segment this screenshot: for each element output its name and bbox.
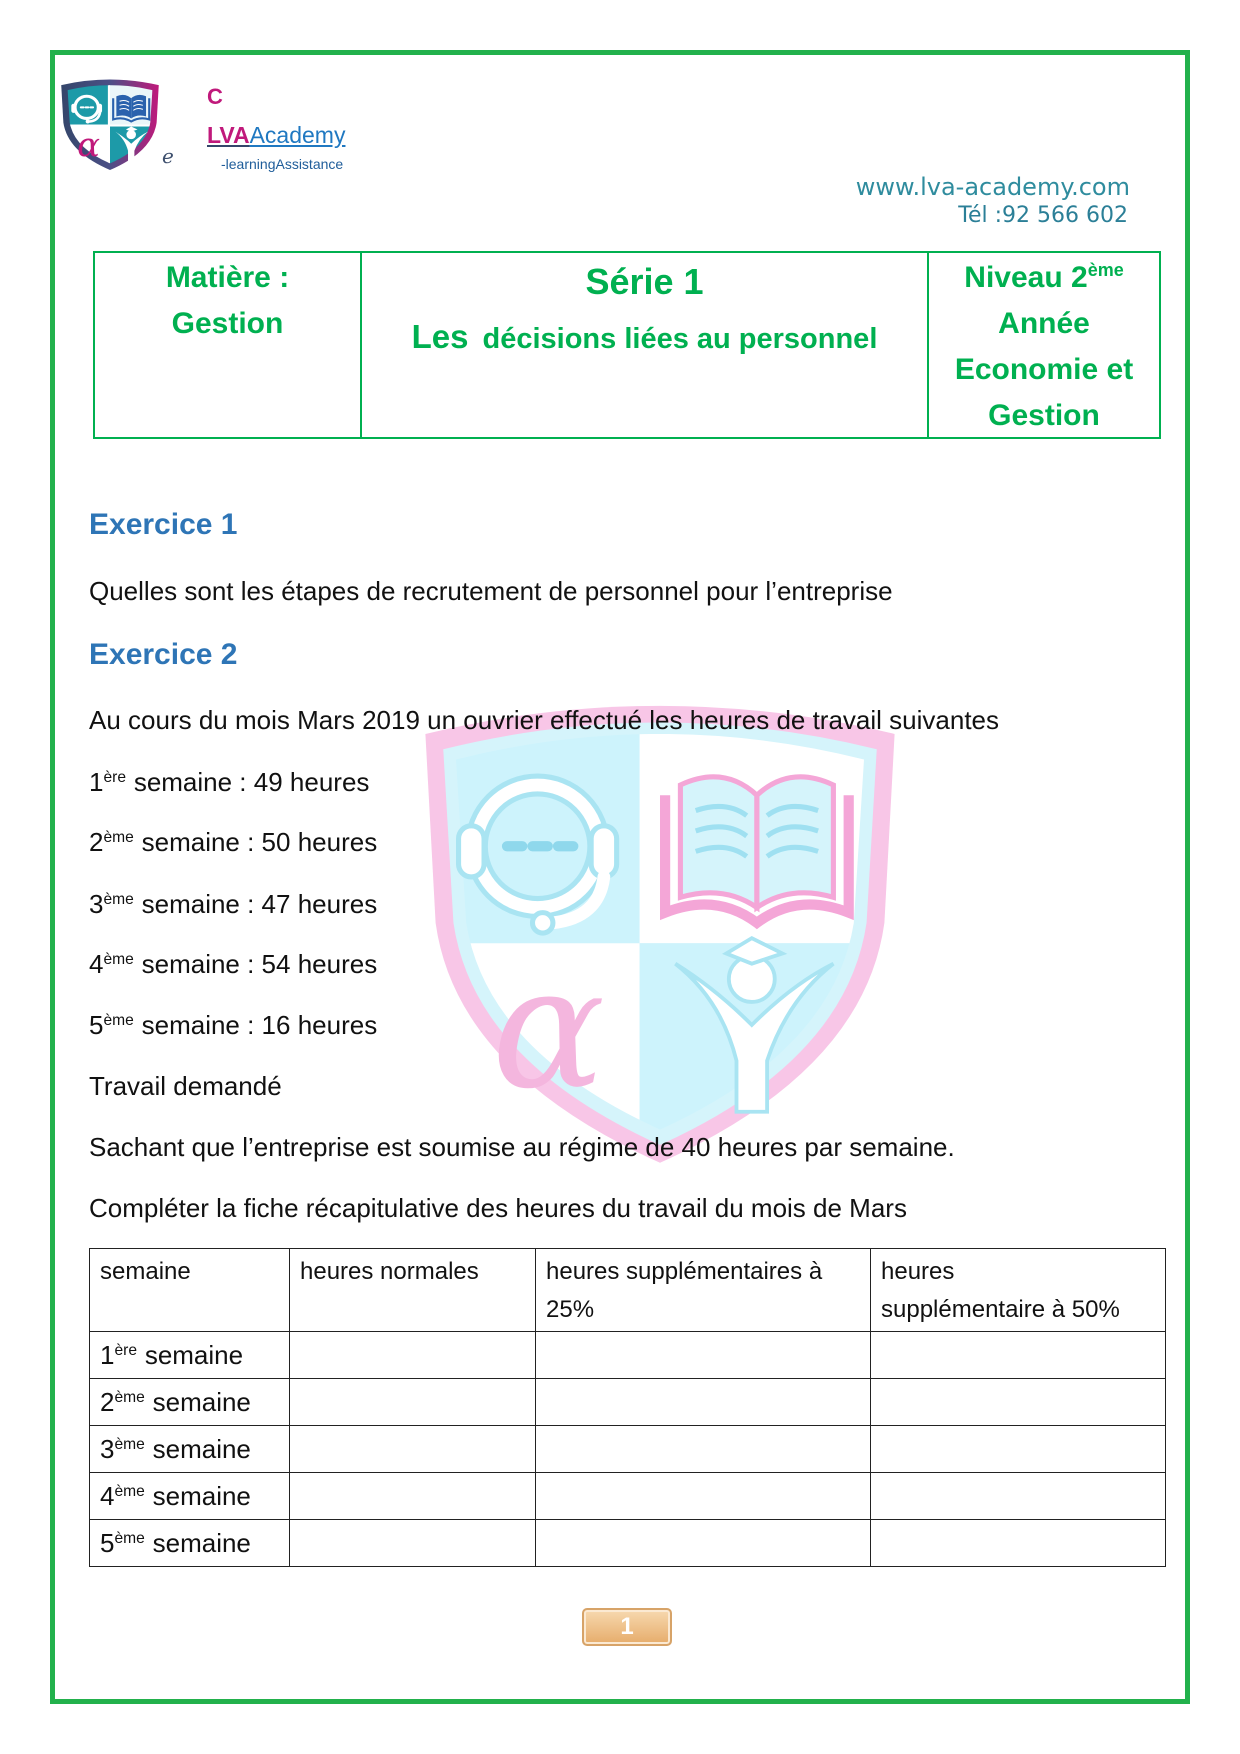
table-row: [90, 1426, 1166, 1473]
blank-cell-overtime-25: [536, 1379, 871, 1426]
week-number: 5: [100, 1528, 115, 1558]
blank-cell-normal-hours: [290, 1379, 536, 1426]
blank-cell-overtime-25: [536, 1426, 871, 1473]
week-ordinal: ème: [103, 1011, 134, 1029]
week-hours-line: [89, 764, 369, 800]
task-instruction: Compléter la fiche récapitulative des heures du travail du mois de Mars: [89, 1193, 907, 1223]
week-number: 1: [89, 767, 104, 797]
table-row: [90, 1473, 1166, 1520]
exercise-2-heading: Exercice 2: [89, 638, 238, 671]
week-number: 4: [100, 1481, 115, 1511]
table-row: [90, 1379, 1166, 1426]
brand-lva: LVA: [207, 122, 250, 148]
column-header-overtime-50: [871, 1249, 1166, 1332]
week-hours-text: semaine : 16 heures: [141, 1010, 378, 1040]
series-cell: [362, 253, 929, 437]
week-ordinal: ème: [114, 1435, 145, 1453]
watermark-logo: [405, 688, 915, 1173]
column-header-line: supplémentaire à 50%: [881, 1296, 1120, 1323]
week-ordinal: ème: [114, 1388, 145, 1406]
table-row: [90, 1520, 1166, 1567]
week-hours-text: semaine : 49 heures: [133, 767, 370, 797]
week-label: semaine: [152, 1387, 251, 1417]
blank-cell-normal-hours: [290, 1332, 536, 1379]
week-number: 3: [100, 1434, 115, 1464]
week-ordinal: ème: [103, 890, 134, 908]
alpha-letter: α: [491, 930, 606, 1127]
week-number: 5: [89, 1010, 104, 1040]
phone-number: Tél :92 566 602: [958, 203, 1128, 228]
brand-letter-c: C: [207, 84, 223, 109]
week-cell: [90, 1520, 290, 1567]
column-header-line: heures: [881, 1258, 955, 1285]
blank-cell-overtime-50: [871, 1520, 1166, 1567]
week-number: 4: [89, 949, 104, 979]
week-ordinal: ère: [114, 1341, 138, 1359]
level-superscript: ème: [1087, 260, 1124, 281]
column-header-line: heures normales: [300, 1258, 479, 1285]
brand-tagline: -learningAssistance: [221, 156, 344, 172]
column-header-line: heures supplémentaires à: [546, 1258, 823, 1285]
blank-cell-normal-hours: [290, 1520, 536, 1567]
watermark-quadrants: [405, 688, 915, 1173]
column-header-normal-hours: [290, 1249, 536, 1332]
week-ordinal: ère: [103, 768, 127, 786]
week-ordinal: ème: [103, 828, 134, 846]
column-header-week: [90, 1249, 290, 1332]
level-cell: [929, 253, 1159, 437]
worksheet-title: [362, 307, 927, 374]
open-book-icon: [113, 95, 149, 122]
blank-cell-overtime-25: [536, 1520, 871, 1567]
task-context: Sachant que l’entreprise est soumise au régime de 40 heures par semaine.: [89, 1132, 955, 1162]
subject-value: Gestion: [171, 307, 284, 340]
alpha-letter: α: [77, 125, 101, 164]
table-row: [90, 1332, 1166, 1379]
column-header-overtime-25: [536, 1249, 871, 1332]
blank-cell-normal-hours: [290, 1426, 536, 1473]
week-ordinal: ème: [114, 1529, 145, 1547]
level-line-1: [929, 255, 1159, 301]
level-label: Niveau 2: [964, 261, 1088, 294]
page-number: 1: [620, 1613, 634, 1640]
blank-cell-overtime-25: [536, 1473, 871, 1520]
week-hours-line: [89, 1007, 377, 1043]
column-header-line: semaine: [100, 1258, 191, 1285]
week-number: 2: [100, 1387, 115, 1417]
week-cell: [90, 1332, 290, 1379]
blank-cell-overtime-50: [871, 1473, 1166, 1520]
week-hours-line: [89, 946, 377, 982]
hours-recap-table: [89, 1248, 1166, 1567]
blank-cell-overtime-25: [536, 1332, 871, 1379]
lva-academy-logo: [57, 76, 163, 172]
exercise-1-heading: Exercice 1: [89, 508, 238, 541]
week-number: 3: [89, 889, 104, 919]
week-label: semaine: [144, 1340, 244, 1370]
week-label: semaine: [152, 1528, 251, 1558]
open-book-icon: [665, 777, 849, 923]
subject-label: Matière :: [165, 261, 290, 294]
week-hours-line: [89, 886, 377, 922]
week-ordinal: ème: [103, 950, 134, 968]
subject-cell: [95, 253, 362, 437]
week-cell: [90, 1473, 290, 1520]
blank-cell-overtime-50: [871, 1379, 1166, 1426]
week-cell: [90, 1379, 290, 1426]
series-title: Série 1: [585, 261, 704, 302]
week-number: 1: [100, 1340, 115, 1370]
week-cell: [90, 1426, 290, 1473]
week-number: 2: [89, 827, 104, 857]
worksheet-header-table: [93, 251, 1161, 439]
task-label: Travail demandé: [89, 1071, 282, 1101]
week-hours-text: semaine : 54 heures: [141, 949, 378, 979]
brand-academy: Academy: [249, 122, 346, 148]
worksheet-title-les: Les: [411, 318, 469, 355]
week-hours-text: semaine : 47 heures: [141, 889, 378, 919]
worksheet-title-rest: décisions liées au personnel: [482, 323, 878, 355]
blank-cell-overtime-50: [871, 1332, 1166, 1379]
brand-name: [207, 121, 345, 149]
week-label: semaine: [152, 1481, 251, 1511]
website-url: www.lva-academy.com: [855, 173, 1130, 201]
blank-cell-normal-hours: [290, 1473, 536, 1520]
exercise-2-intro: Au cours du mois Mars 2019 un ouvrier effectué les heures de travail suivantes: [89, 705, 999, 735]
level-line-3: Economie et: [954, 353, 1134, 386]
week-hours-text: semaine : 50 heures: [141, 827, 378, 857]
column-header-line: 25%: [546, 1296, 595, 1323]
week-ordinal: ème: [114, 1482, 145, 1500]
week-hours-line: [89, 824, 377, 860]
level-line-2: Année: [998, 307, 1090, 340]
page-number-badge: [582, 1608, 672, 1646]
shield-quadrants: [57, 76, 163, 172]
week-label: semaine: [152, 1434, 251, 1464]
table-header-row: [90, 1249, 1166, 1332]
blank-cell-overtime-50: [871, 1426, 1166, 1473]
level-line-4: Gestion: [988, 399, 1100, 432]
brand-letter-e: e: [162, 144, 174, 168]
exercise-1-question: Quelles sont les étapes de recrutement de personnel pour l’entreprise: [89, 576, 893, 606]
